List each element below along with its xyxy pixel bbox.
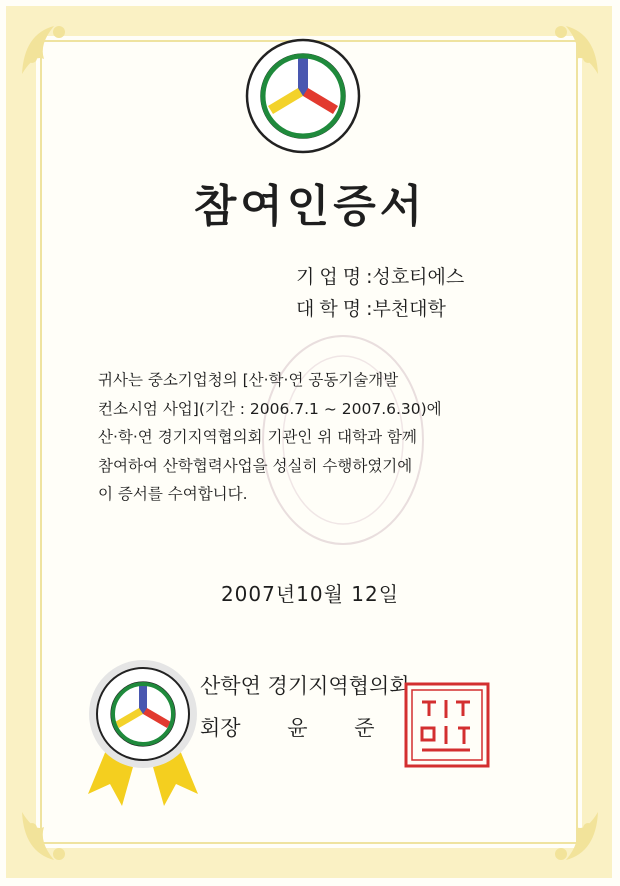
signer-name: 회장 윤 준 (200, 716, 375, 740)
ribbon-emblem-logo (78, 656, 208, 816)
corner-flourish-icon (14, 802, 84, 872)
company-separator: : (366, 266, 373, 288)
corner-flourish-icon (536, 802, 606, 872)
issue-date: 2007년10월 12일 (220, 582, 400, 606)
university-separator: : (366, 298, 373, 320)
issuer-name: 산학연 경기지역협의회 (200, 674, 410, 698)
body-line: 이 증서를 수여합니다. (98, 485, 248, 503)
company-label: 기업명 (296, 266, 367, 288)
university-value: 부천대학 (372, 298, 446, 320)
company-field (296, 262, 464, 289)
body-line: 귀사는 중소기업청의 [산·학·연 공동기술개발 (98, 371, 399, 389)
company-value: 성호티에스 (372, 266, 465, 288)
body-line: 산·학·연 경기지역협의회 기관인 위 대학과 함께 (98, 428, 417, 446)
kasbir-seal-logo (243, 36, 363, 156)
certificate-title: 참여인증서 (193, 181, 427, 232)
university-label: 대학명 (296, 298, 367, 320)
body-line: 컨소시엄 사업](기간 : 2006.7.1 ~ 2007.6.30)에 (98, 399, 442, 418)
official-red-stamp (402, 680, 492, 770)
corner-flourish-icon (536, 14, 606, 84)
corner-flourish-icon (14, 14, 84, 84)
university-field (296, 294, 446, 321)
certificate-body (98, 366, 538, 509)
body-line: 참여하여 산학협력사업을 성실히 수행하였기에 (98, 456, 413, 475)
